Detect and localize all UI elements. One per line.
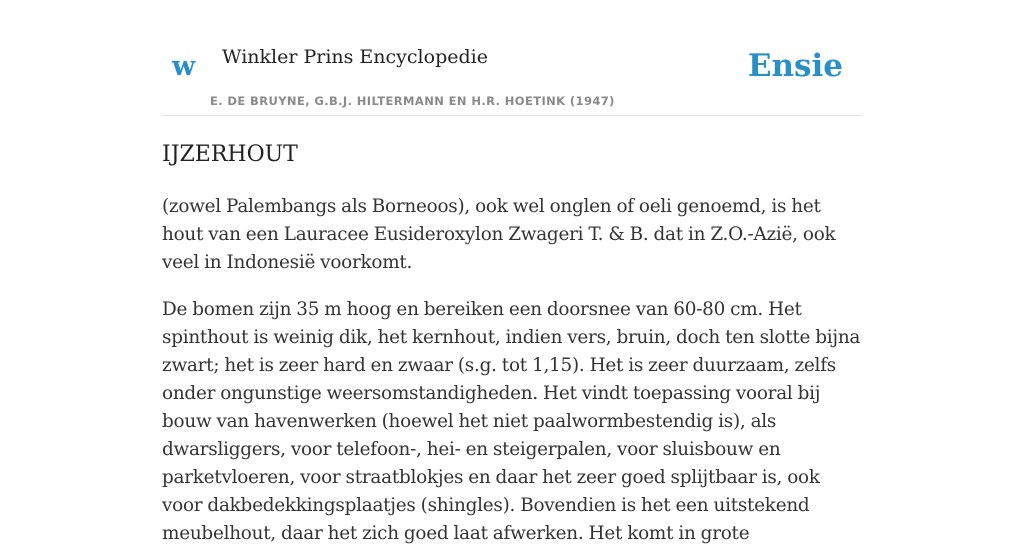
site-title[interactable]: Winkler Prins Encyclopedie — [222, 46, 488, 68]
article — [162, 142, 862, 548]
article-paragraph: De bomen zijn 35 m hoog en bereiken een doorsnee van 60-80 cm. Het spinthout is weinig dik, het kernhout, indien vers, bruin, doch ten slotte bijna zwart; het is zeer hard en zwaar (s.g. tot 1,15). Het is zeer duurzaam, zelfs onder ongunstige weersomstandigheden. Het vindt toepassing vooral bij bouw van havenwerken (hoewel het niet paalwormbestendig is), als dwarsliggers, voor telefoon-, hei- en steigerpalen, voor sluisbouw en parketvloeren, voor straatblokjes en daar het zeer goed splijtbaar is, ook voor dakbedekkingsplaatjes (shingles). Bovendien is het een uitstekend meubelhout, daar het zich goed laat afwerken. Het komt in grote — [162, 299, 861, 544]
logo-icon[interactable]: w — [172, 51, 196, 82]
authors-line: E. DE BRUYNE, G.B.J. HILTERMANN EN H.R. HOETINK (1947) — [210, 94, 615, 108]
article-paragraph: (zowel Palembangs als Borneoos), ook wel onglen of oeli genoemd, is het hout van een Lauracee Eusideroxylon Zwageri T. & B. dat in Z.O.-Azië, ook veel in Indonesië voorkomt. — [162, 196, 836, 273]
page — [162, 0, 862, 544]
header — [162, 0, 862, 116]
article-title: IJZERHOUT — [162, 142, 298, 167]
brand-logo[interactable]: Ensie — [747, 48, 843, 84]
